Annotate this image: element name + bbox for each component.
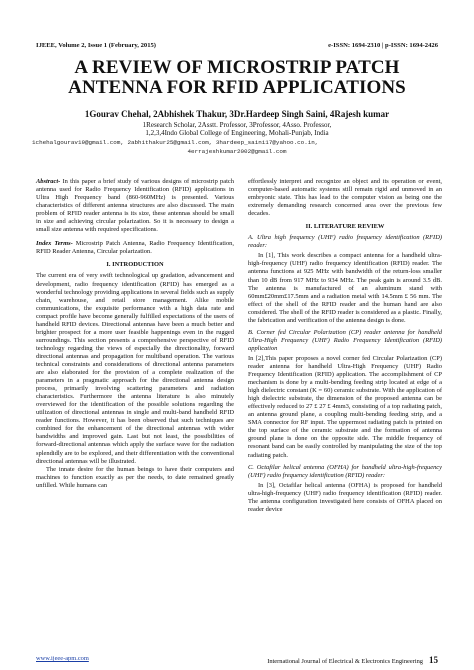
subsection-a-text: In [1], This work describes a compact antenna for a handheld ultra-high-frequency (UHF) radio frequency identification (RFID) reader. The antenna functions at 925 MHz with bandwidth of the return-loss smaller than 10 dB from 917 MHz to 934 MHz. The peak gain is around 3.5 dB. The antenna is manufactured of an aluminum stand with 60mm£20mm£17.5mm and a radiation metal with 14.5mm £ 56 mm. The effect of the shell of the RFID reader and the human hand are also considered. The shell of the RFID reader is considered as a plastic. Finally, the fabrication and verification of the antenna design is done. — [248, 252, 442, 324]
section-heading-literature-review: II. LITERATURE REVIEW — [305, 223, 385, 231]
journal-website-link[interactable]: www.ijeee-apm.com — [36, 655, 89, 662]
subsection-c-heading: C. Octafilar helical antenna (OFHA) for handheld ultra-high-frequency (UHF) radio frequency identification (RFID) reader: — [248, 463, 442, 479]
journal-issue: IJEEE, Volume 2, Issue 1 (February, 2015) — [36, 42, 156, 49]
author-list: 1Gourav Chehal, 2Abhishek Thakur, 3Dr.Hardeep Singh Saini, 4Rajesh kumar — [84, 109, 390, 119]
author-emails — [32, 138, 442, 156]
section-heading-introduction: I. INTRODUCTION — [106, 261, 164, 269]
abstract-label: Abstract- — [36, 178, 61, 185]
intro-paragraph-1: The current era of very swift technological up gradation, advancement and development, radio frequency identification (RFID) has emerged as a wonderful technology providing applications in several fields such as supply chain, warehouse, and retail store management. Alike mobile communications, the exquisite performance with a high data rate and compact profile have become generally fulfilled expectations of the users of handheld RFID devices. Directional antennas have been a much better and brighter prospect for a more user feasible happenings even in the rugged surroundings. This section presents a comprehensive perspective of RFID technology regarding the views of especially the directionality, forward directional antennas and propagation for multiband operation. The various technical constraints and considerations of directional antenna parameters are also elaborated for the provision of a complete realization of the parameters in a pragmatic approach for the directional antenna design process, primarily involving scattering parameters and radiation characteristics. Furthermore the antenna literature is also minutely overviewed for the identification of the possible solutions regarding the utilization of directional antennas in single and multi-band handheld RFID reader functions. However, it has been observed that such techniques are combined for the enhancement of the directional antennas with wider bandwidths and improved gain. Last but not least, the possibilities of forward-directional antennas which apply the surface wave for the radiation splendidly are to be explored, and their differentiation with the conventional directional antennas will be illustrated. — [36, 272, 234, 465]
right-column — [248, 178, 442, 514]
journal-name: International Journal of Electrical & Electronics Engineering — [267, 658, 423, 665]
index-terms-label: Index Terms- — [36, 240, 73, 248]
title-line-2: ANTENNA FOR RFID APPLICATIONS — [68, 77, 406, 98]
intro-continuation: effortlessly interpret and recognize an object and its operation or event, computer-based automatic systems still remain rigid and unmoved in an embryonic state. This has lead to the computer vision as being one the extremely demanding research concerned area over the previous few decades. — [248, 178, 442, 218]
email-row-1: 1chehalgourav19@gmail.com, 2abhithakur25@gmail.com, 3hardeep_saini17@yahoo.co.in, — [32, 139, 319, 146]
abstract — [36, 178, 234, 234]
index-terms — [36, 240, 234, 256]
email-row-2: 4errajeshkumar2002@gmail.com — [187, 148, 287, 155]
title-line-1: A REVIEW OF MICROSTRIP PATCH — [74, 57, 400, 78]
index-terms-text: Microstrip Patch Antenna, Radio Frequency Identification, RFID Reader Antenna, Circular polarization. — [36, 240, 234, 256]
subsection-b-text: In [2],This paper proposes a novel corner fed Circular Polarization (CP) reader antenna for handheld Ultra-High Frequency (UHF) Radio Frequency Identification (RFID) application. The accomplishment of CP mechanism is done by a multi-bending feeding strip located at edge of a high dielectric constant (K = 60) ceramic substrate. With the application of high dielectric substrate, the dimension of the proposed antenna can be effectively reduced to 27 £ 27 £ 4mm3, consisting of a top radiating patch, an antenna ground plane, a coupling multi-bending feeding strip, and a SMA connector for RF input. The uppermost radiating patch is printed on the top surface of the ceramic substrate and the formation of antenna ground plane is done on the opposite side. The middle frequency of resonant band can be easily controlled by manipulating the size of the top radiating patch. — [248, 354, 442, 459]
left-column — [36, 178, 234, 490]
issn-info: e-ISSN: 1694-2310 | p-ISSN: 1694-2426 — [328, 42, 438, 49]
affiliation-titles: 1Research Scholar, 2Asstt. Professor, 3Professor, 4Asso. Professor, — [142, 121, 332, 129]
subsection-b-heading: B. Corner fed Circular Polarization (CP) reader antenna for handheld Ultra-High Frequency (UHF) Radio Frequency Identification (RFID) application — [248, 328, 442, 352]
page-number: 15 — [429, 655, 438, 665]
subsection-c-text: In [3], Octafilar helical antenna (OFHA) is proposed for handheld ultra-high-frequency (UHF) radio frequency identification (RFID) reader. The antenna configuration investigated here consists of OFHA placed on reader device — [248, 481, 442, 513]
affiliation-institute: 1,2,3,4Indo Global College of Engineering, Mohali-Punjab, India — [145, 129, 329, 137]
abstract-text: In this paper a brief study of various designs of microstrip patch antenna used for Radio Frequency Identification (RFID) applications in Ultra High Frequency band (860-960MHz) is presented. Various characteristics of different antenna structures are also discussed. The main problem of RFID reader antenna is its size, these antennas should be small in size and achieving circular polarization. So it is necessary to design a small size antenna with required specifications. — [36, 178, 234, 234]
intro-paragraph-2: The innate desire for the human beings to have their computers and machines to function exactly as per the needs, to date remained greatly unfilled. While humans can — [36, 465, 234, 489]
paper-title — [30, 58, 444, 98]
footer-right — [267, 655, 438, 665]
subsection-a-heading: A. Ultra high frequency (UHF) radio frequency identification (RFID) reader: — [248, 234, 442, 250]
